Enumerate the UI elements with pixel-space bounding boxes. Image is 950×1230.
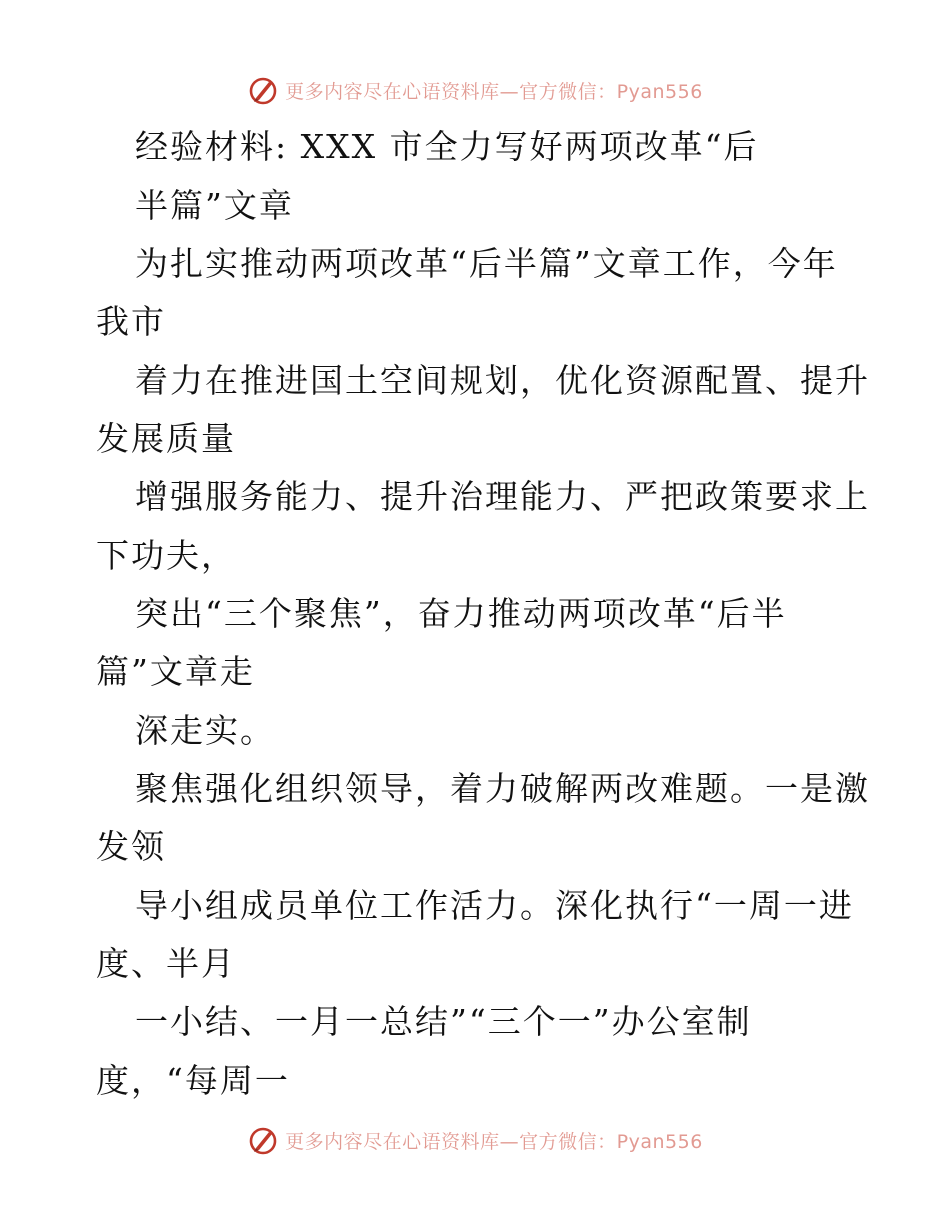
header-watermark — [0, 70, 950, 110]
paragraph-line: 度，“每周一 — [96, 1061, 290, 1100]
footer-watermark — [0, 1120, 950, 1160]
paragraph-line: 下功夫， — [96, 536, 236, 575]
paragraph-line: 为扎实推动两项改革“后半篇”文章工作，今年 — [135, 244, 838, 283]
paragraph-line: 突出“三个聚焦”，奋力推动两项改革“后半 — [135, 594, 787, 633]
watermark-text: 更多内容尽在心语资料库—官方微信：Pyan556 — [285, 80, 703, 103]
brush-pen-logo-icon — [247, 74, 279, 106]
paragraph-line: 导小组成员单位工作活力。深化执行“一周一进 — [135, 886, 854, 925]
paragraph-line: 着力在推进国土空间规划，优化资源配置、提升 — [135, 361, 870, 400]
paragraph-line: 发领 — [96, 827, 166, 866]
title-line-1: 经验材料: XXX 市全力写好两项改革“后 — [135, 127, 759, 166]
paragraph-line: 发展质量 — [96, 419, 236, 458]
brush-pen-logo-icon — [247, 1124, 279, 1156]
paragraph-line: 一小结、一月一总结”“三个一”办公室制 — [135, 1002, 752, 1041]
paragraph-line: 我市 — [96, 302, 166, 341]
paragraph-line: 深走实。 — [135, 711, 275, 750]
watermark-text: 更多内容尽在心语资料库—官方微信：Pyan556 — [285, 1130, 703, 1153]
paragraph-line: 增强服务能力、提升治理能力、严把政策要求上 — [135, 477, 870, 516]
paragraph-line: 度、半月 — [96, 944, 236, 983]
paragraph-line: 篇”文章走 — [96, 652, 255, 691]
paragraph-line: 聚焦强化组织领导，着力破解两改难题。一是激 — [135, 769, 870, 808]
title-line-2: 半篇”文章 — [135, 186, 294, 225]
